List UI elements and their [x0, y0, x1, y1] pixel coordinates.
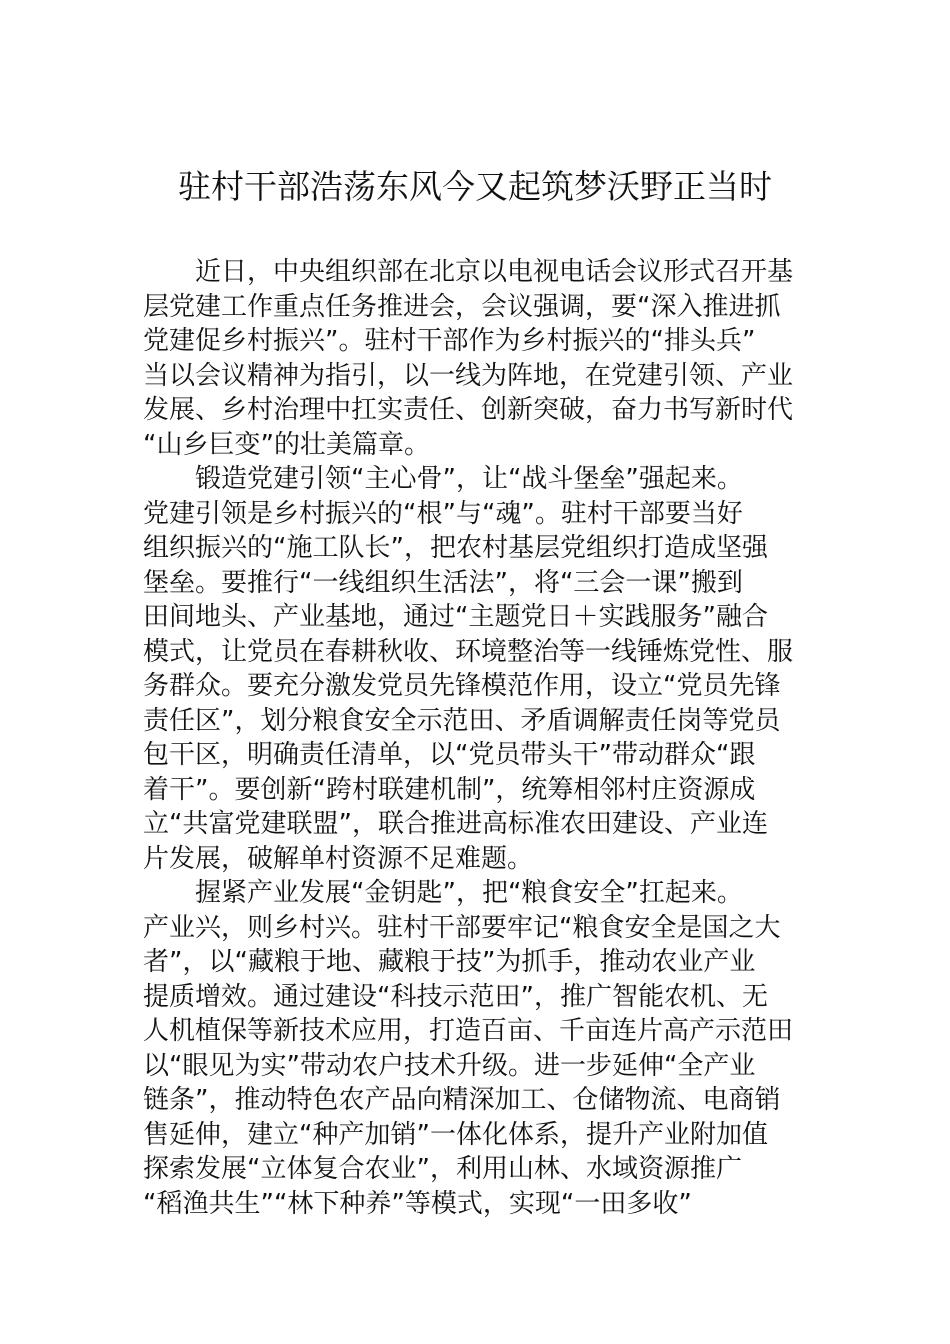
text-line: 田间地头、产业基地，通过“主题党日＋实践服务”融合	[143, 602, 768, 632]
text-line: 责任区”，划分粮食安全示范田、矛盾调解责任岗等党员	[143, 705, 781, 736]
text-line: 握紧产业发展“金钥匙”，把“粮食安全”扛起来。	[143, 878, 743, 908]
text-line: 提质增效。通过建设“科技示范田”，推广智能农机、无	[143, 981, 768, 1012]
text-line: 以“眼见为实”带动农户技术升级。进一步延伸“全产业	[143, 1050, 756, 1081]
text-line: 人机植保等新技术应用，打造百亩、千亩连片高产示范田	[143, 1016, 794, 1046]
text-line: 组织振兴的“施工队长”，把农村基层党组织打造成坚强	[143, 533, 768, 563]
text-line: 着干”。要创新“跨村联建机制”，统筹相邻村庄资源成	[143, 774, 756, 805]
text-line: 党建促乡村振兴”。驻村干部作为乡村振兴的“排头兵”	[143, 326, 756, 356]
text-line: 层党建工作重点任务推进会，会议强调，要“深入推进抓	[143, 291, 781, 322]
text-line: 锻造党建引领“主心骨”，让“战斗堡垒”强起来。	[143, 464, 743, 494]
text-line: 党建引领是乡村振兴的“根”与“魂”。驻村干部要当好	[143, 498, 743, 529]
text-line: 当以会议精神为指引，以一线为阵地，在党建引领、产业	[143, 360, 794, 391]
text-line: 堡垒。要推行“一线组织生活法”，将“三会一课”搬到	[143, 567, 743, 598]
text-line: 者”，以“藏粮于地、藏粮于技”为抓手，推动农业产业	[143, 947, 756, 977]
document-title: 驻村干部浩荡东风今又起筑梦沃野正当时	[178, 167, 772, 206]
text-line: 片发展，破解单村资源不足难题。	[143, 843, 534, 874]
text-line: 务群众。要充分激发党员先锋模范作用，设立“党员先锋	[143, 671, 781, 701]
text-line: 近日，中央组织部在北京以电视电话会议形式召开基	[143, 257, 794, 287]
text-line: 探索发展“立体复合农业”，利用山林、水域资源推广	[143, 1154, 742, 1184]
document-body	[143, 255, 807, 1221]
text-line: 链条”，推动特色农产品向精深加工、仓储物流、电商销	[143, 1085, 781, 1115]
text-line: 模式，让党员在春耕秋收、环境整治等一线锤炼党性、服	[143, 636, 794, 667]
text-line: “山乡巨变”的壮美篇章。	[143, 429, 430, 460]
text-line: “稻渔共生”“林下种养”等模式，实现“一田多收”	[143, 1188, 692, 1219]
text-line: 包干区，明确责任清单，以“党员带头干”带动群众“跟	[143, 740, 756, 770]
text-line: 产业兴，则乡村兴。驻村干部要牢记“粮食安全是国之大	[143, 912, 781, 943]
text-line: 售延伸，建立“种产加销”一体化体系，提升产业附加值	[143, 1119, 768, 1150]
text-line: 发展、乡村治理中扛实责任、创新突破，奋力书写新时代	[143, 395, 794, 425]
text-line: 立“共富党建联盟”，联合推进高标准农田建设、产业连	[143, 809, 768, 839]
